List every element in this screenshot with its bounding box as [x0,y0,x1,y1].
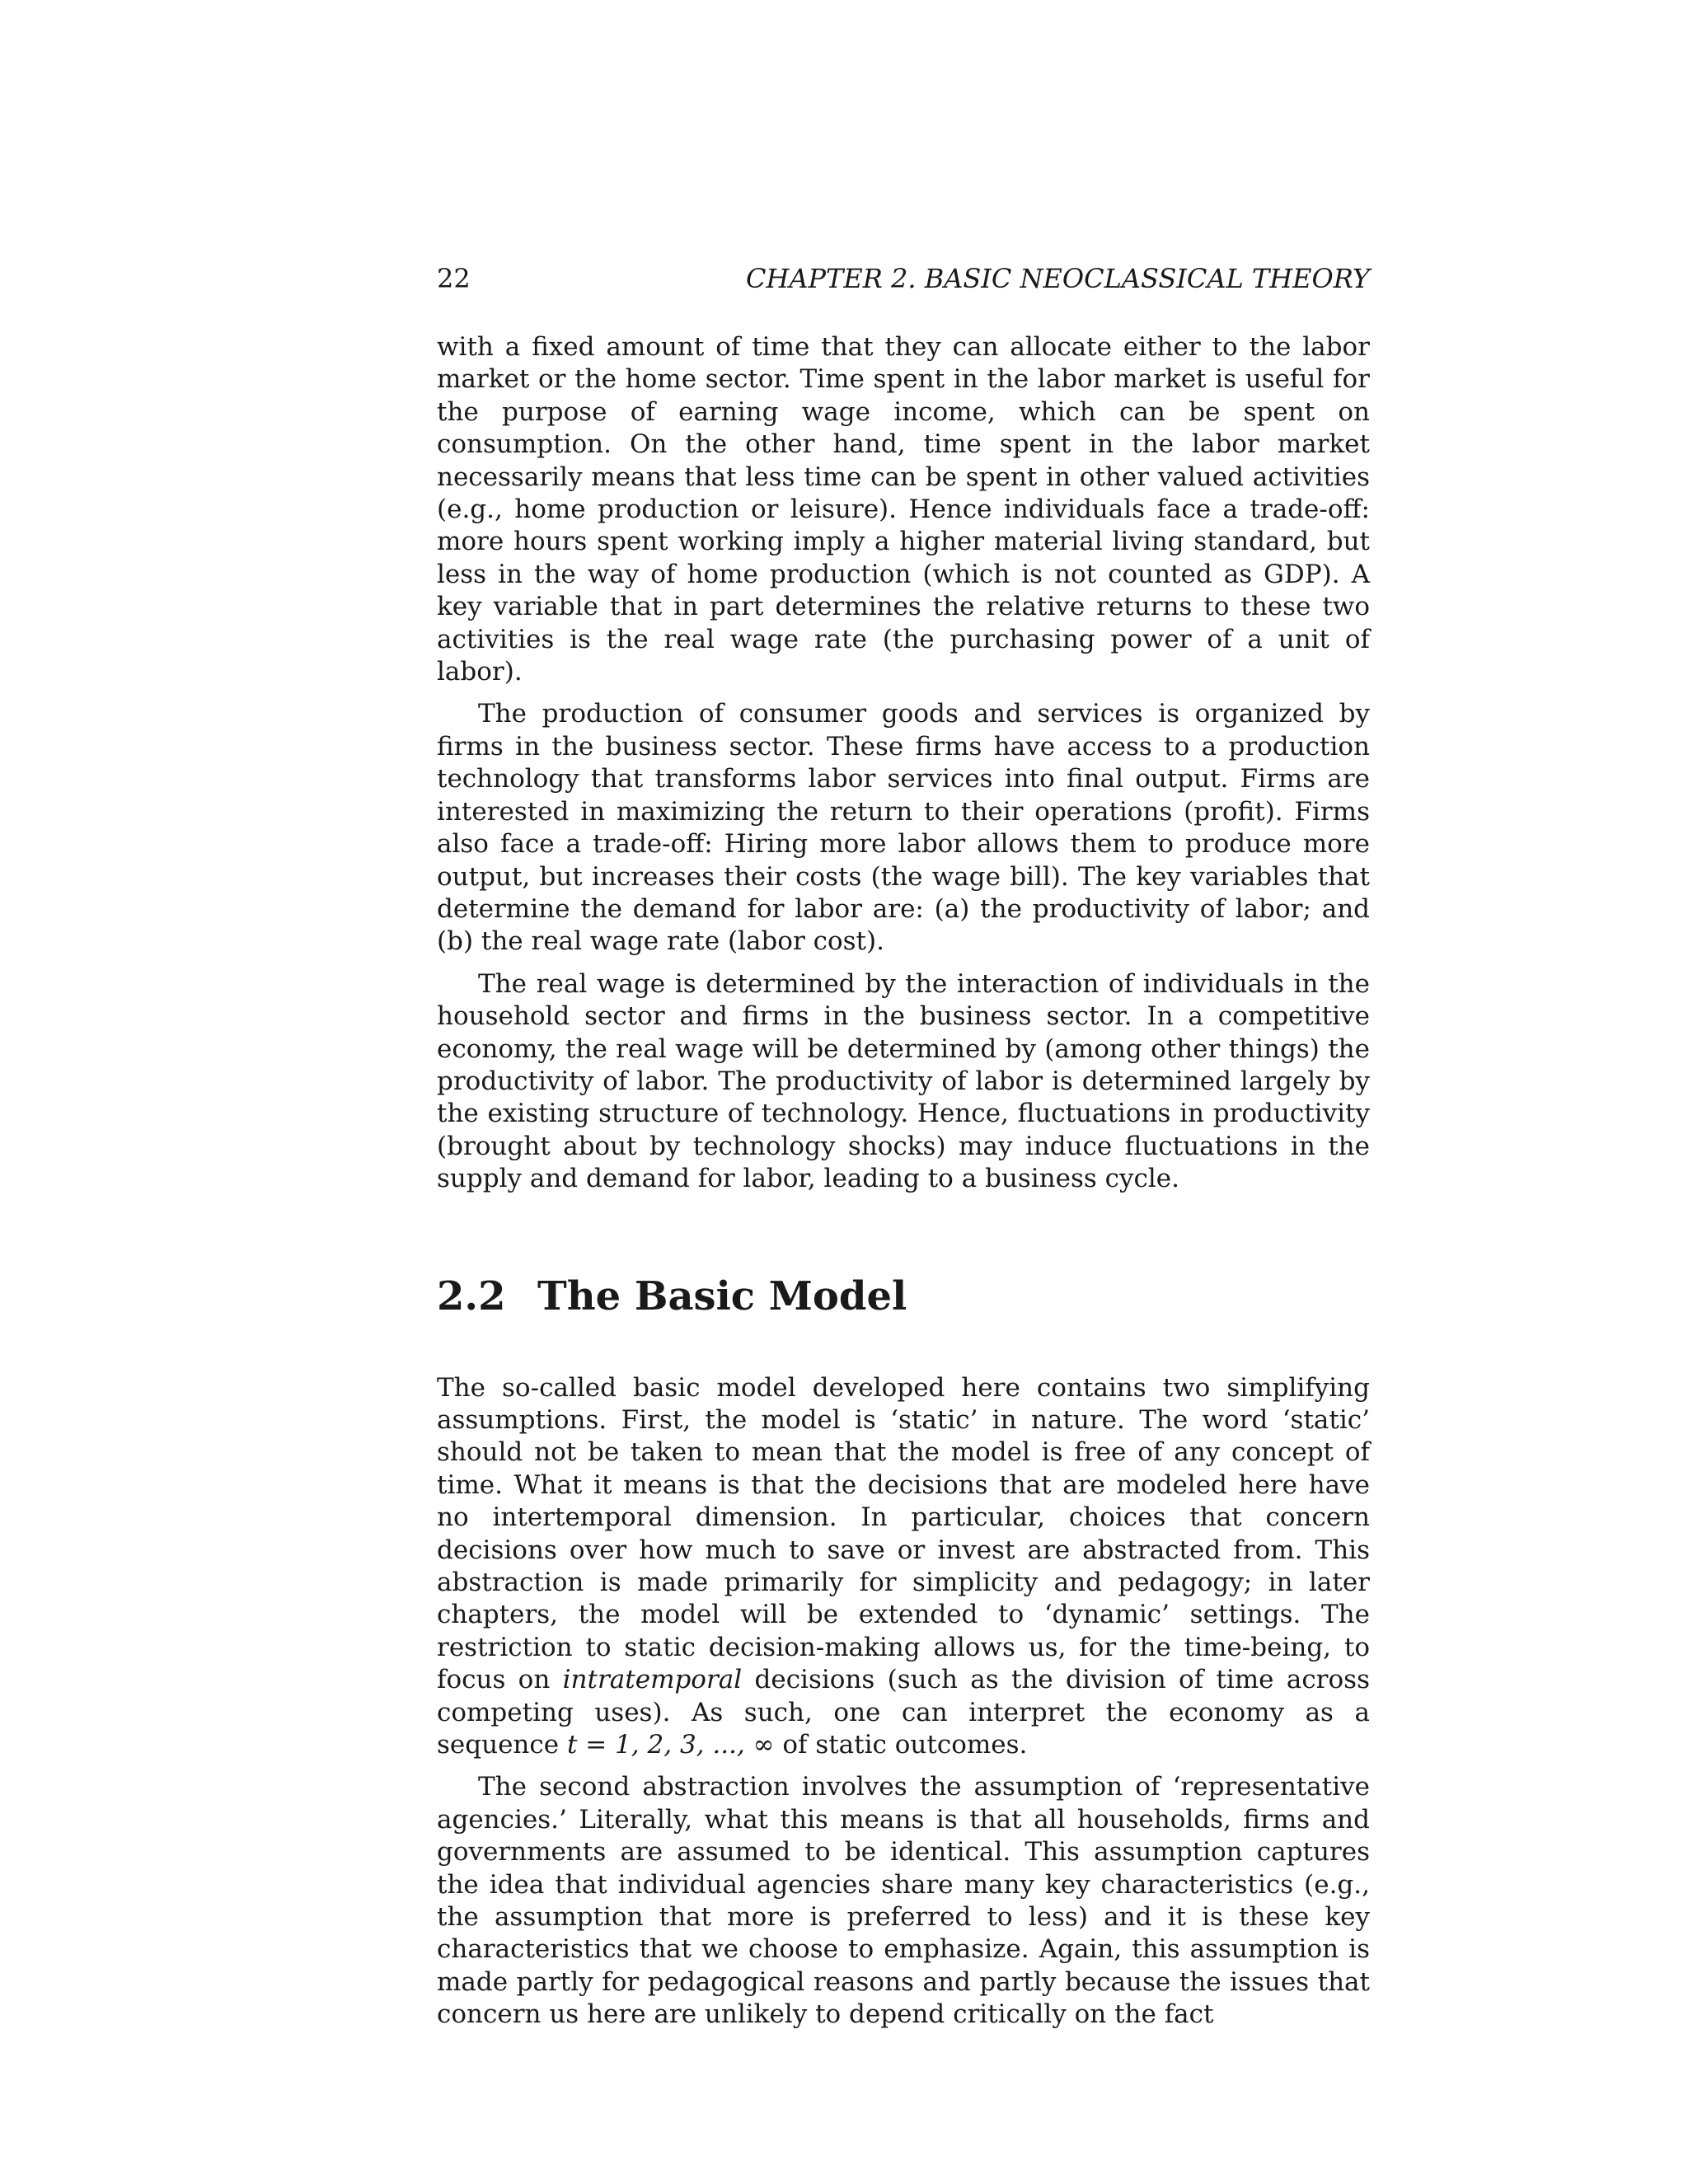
paragraph-4 [437,1372,1370,1762]
paragraph-2: The production of consumer goods and services is organized by firms in the business sector. These firms have access to a production technology that transforms labor services into final output. Firms are interested in maximizing the return to their operations (profit). Firms also face a trade-off: Hiring more labor allows them to produce more output, but increases their costs (the wage bill). The key variables that determine the demand for labor are: (a) the productivity of labor; and (b) the real wage rate (labor cost). [437,699,1370,957]
paragraph-1: with a fixed amount of time that they can allocate either to the labor market or the home sector. Time spent in the labor market is useful for the purpose of earning wage income, which can be spent on consumption. On the other hand, time spent in the labor market necessarily means that less time can be spent in other valued activities (e.g., home production or leisure). Hence individuals face a trade-off: more hours spent working imply a higher material living standard, but less in the way of home production (which is not counted as GDP). A key variable that in part determines the relative returns to these two activities is the real wage rate (the purchasing power of a unit of labor). [437,332,1370,687]
paragraph-4-text-c: of static outcomes. [774,1730,1028,1760]
emphasis-intratemporal: intratemporal [562,1665,743,1695]
running-header [437,262,1370,295]
paragraph-5: The second abstraction involves the assumption of ‘representative agencies.’ Literally, what this means is that all households, firms and governments are assumed to be identical. This assumption captures the idea that individual agencies share many key characteristics (e.g., the assumption that more is preferred to less) and it is these key characteristics that we choose to emphasize. Again, this assumption is made partly for pedagogical reasons and partly because the issues that concern us here are unlikely to depend critically on the fact [437,1772,1370,2030]
page-number: 22 [437,263,471,294]
chapter-title: CHAPTER 2. BASIC NEOCLASSICAL THEORY [746,263,1370,294]
paragraph-3: The real wage is determined by the interaction of individuals in the household sector and firms in the business sector. In a competitive economy, the real wage will be determined by (among other things) the productivity of labor. The productivity of labor is determined largely by the existing structure of technology. Hence, fluctuations in productivity (brought about by technology shocks) may induce fluctuations in the supply and demand for labor, leading to a business cycle. [437,968,1370,1194]
section-title: The Basic Model [537,1272,907,1319]
math-sequence: t = 1, 2, 3, ..., ∞ [566,1730,775,1760]
paragraph-4-text-a: The so-called basic model developed here contains two simplifying assumptions. First, the model is ‘static’ in nature. The word ‘static’ should not be taken to mean that the model is free of any concept of time. What it means is that the decisions that are modeled here have no intertemporal dimension. In particular, choices that concern decisions over how much to save or invest are abstracted from. This abstraction is made primarily for simplicity and pedagogy; in later chapters, the model will be extended to ‘dynamic’ settings. The restriction to static decision-making allows us, for the time-being, to focus on [437,1372,1370,1695]
page-content [437,262,1370,2032]
paragraph-4-text-b: decisions (such as the division of time across competing uses). As such, one can interpret the economy as a sequence [437,1665,1370,1760]
section-number: 2.2 [437,1272,506,1319]
section-heading [437,1273,1370,1319]
